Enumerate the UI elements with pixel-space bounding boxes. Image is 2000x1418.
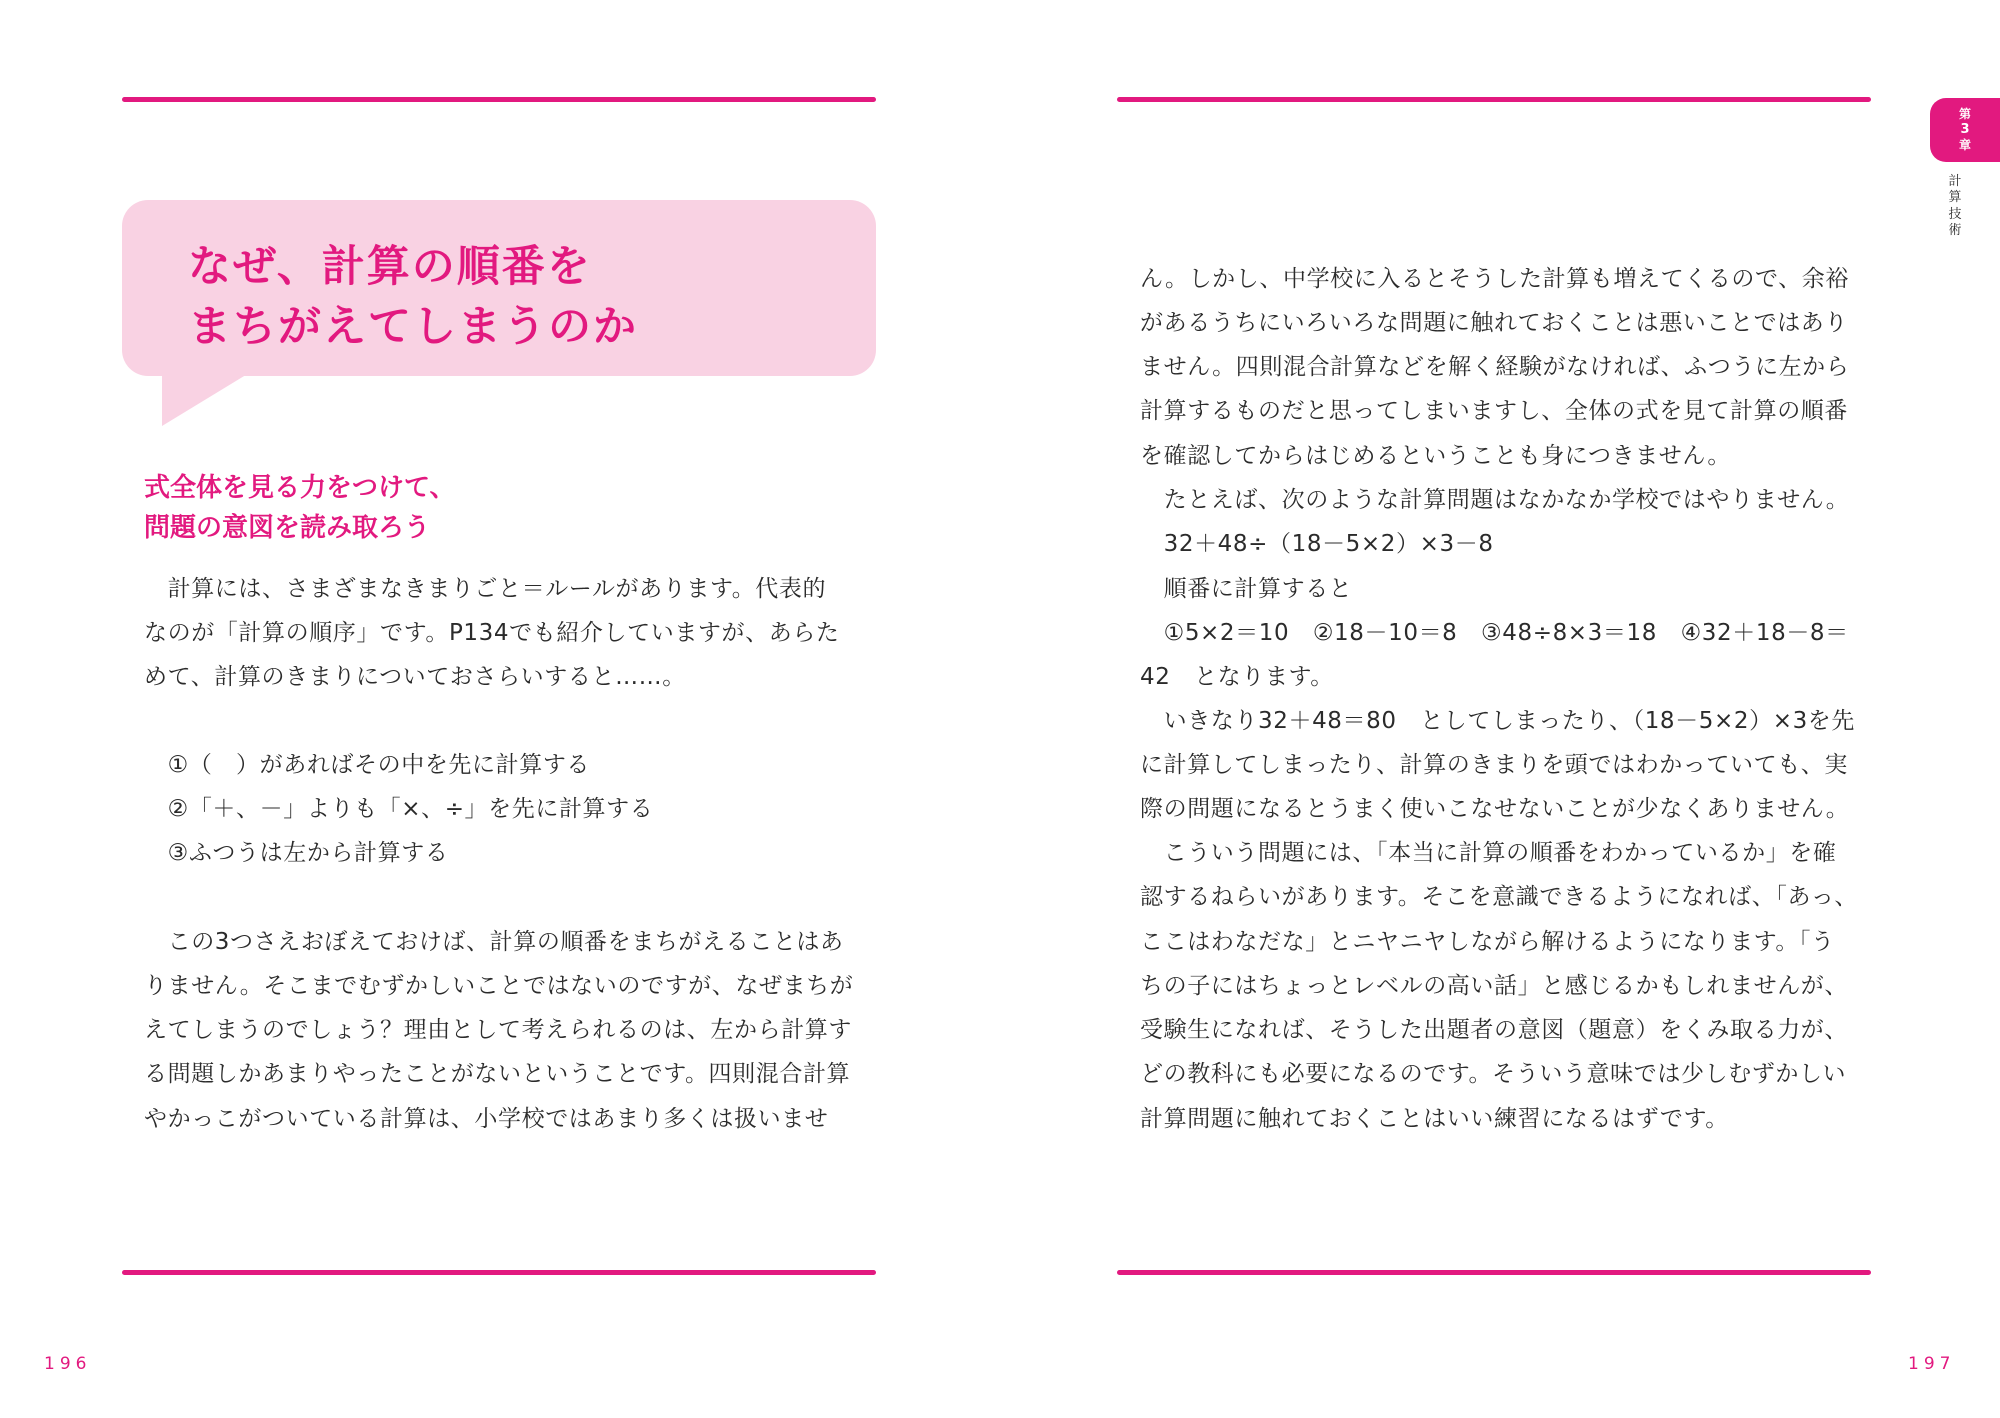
body-line: 順番に計算すると — [1140, 576, 1353, 602]
chapter-name-vertical — [1944, 174, 1966, 239]
body-line: りません。そこまでむずかしいことではないのですが、なぜまちが — [144, 973, 854, 999]
top-rule-right — [1117, 97, 1871, 102]
title-line-2: まちがえてしまうのか — [188, 302, 638, 352]
body-line: ここはわなだな」とニヤニヤしながら解けるようになります。「う — [1140, 929, 1835, 955]
chapter-suffix: 章 — [1958, 138, 1971, 153]
calculation-steps: ①5×2＝10 ②18－10＝8 ③48÷8×3＝18 ④32＋18－8＝ — [1140, 620, 1849, 646]
title-line-1: なぜ、計算の順番を — [188, 242, 592, 292]
body-line: に計算してしまったり、計算のきまりを頭ではわかっていても、実 — [1140, 752, 1848, 778]
top-rule-left — [122, 97, 876, 102]
rule-item-2: ②「＋、－」よりも「×、÷」を先に計算する — [144, 796, 654, 822]
body-line: この3つさえおぼえておけば、計算の順番をまちがえることはあ — [144, 929, 844, 955]
body-line: こういう問題には、「本当に計算の順番をわかっているか」を確 — [1140, 840, 1837, 866]
body-line: 受験生になれば、そうした出題者の意図（題意）をくみ取る力が、 — [1140, 1017, 1848, 1043]
bottom-rule-left — [122, 1270, 876, 1275]
body-line: ん。しかし、中学校に入るとそうした計算も増えてくるので、余裕 — [1140, 266, 1849, 292]
chapter-number: 3 — [1960, 121, 1970, 137]
body-line: めて、計算のきまりについておさらいすると……。 — [144, 664, 686, 690]
page-number-right: 197 — [1908, 1354, 1956, 1374]
chapter-tab — [1930, 98, 2000, 162]
body-line: 認するねらいがあります。そこを意識できるようになれば、「あっ、 — [1140, 884, 1859, 910]
chapter-name-char: 算 — [1948, 190, 1962, 206]
example-expression: 32＋48÷（18－5×2）×3－8 — [1140, 531, 1494, 557]
body-line: やかっこがついている計算は、小学校ではあまり多くは扱いませ — [144, 1106, 829, 1132]
body-line: 計算問題に触れておくことはいい練習になるはずです。 — [1140, 1106, 1729, 1132]
body-line: 際の問題になるとうまく使いこなせないことが少なくありません。 — [1140, 796, 1850, 822]
body-line: 計算には、さまざまなきまりごと＝ルールがあります。代表的 — [144, 576, 827, 602]
chapter-name-char: 計 — [1948, 174, 1962, 189]
chapter-name-char: 術 — [1948, 222, 1962, 238]
body-line: どの教科にも必要になるのです。そういう意味では少しむずかしい — [1140, 1061, 1847, 1087]
body-line: ちの子にはちょっとレベルの高い話」と感じるかもしれませんが、 — [1140, 973, 1848, 999]
body-line: 計算するものだと思ってしまいますし、全体の式を見て計算の順番 — [1140, 398, 1848, 424]
body-line: えてしまうのでしょう？理由として考えられるのは、左から計算す — [144, 1017, 852, 1043]
subheading-line-2: 問題の意図を読み取ろう — [144, 513, 431, 543]
body-line: たとえば、次のような計算問題はなかなか学校ではやりません。 — [1140, 487, 1850, 513]
body-line: があるうちにいろいろな問題に触れておくことは悪いことではあり — [1140, 310, 1848, 336]
rule-item-3: ③ふつうは左から計算する — [144, 840, 449, 866]
subheading-line-1: 式全体を見る力をつけて、 — [144, 473, 456, 503]
body-line: なのが「計算の順序」です。P134でも紹介していますが、あらた — [144, 620, 840, 646]
chapter-prefix: 第 — [1958, 106, 1971, 121]
bottom-rule-right — [1117, 1270, 1871, 1275]
body-line: を確認してからはじめるということも身につきません。 — [1140, 443, 1731, 469]
body-line: ません。四則混合計算などを解く経験がなければ、ふつうに左から — [1140, 354, 1850, 380]
body-line: 42 となります。 — [1140, 664, 1334, 690]
speech-bubble-tail — [162, 370, 254, 426]
body-line: いきなり32＋48＝80 としてしまったり、（18－5×2）×3を先 — [1140, 708, 1856, 734]
body-line: る問題しかあまりやったことがないということです。四則混合計算 — [144, 1061, 851, 1087]
page-number-left: 196 — [44, 1354, 92, 1374]
chapter-name-char: 技 — [1948, 206, 1962, 222]
rule-item-1: ①（ ）があればその中を先に計算する — [144, 752, 591, 778]
